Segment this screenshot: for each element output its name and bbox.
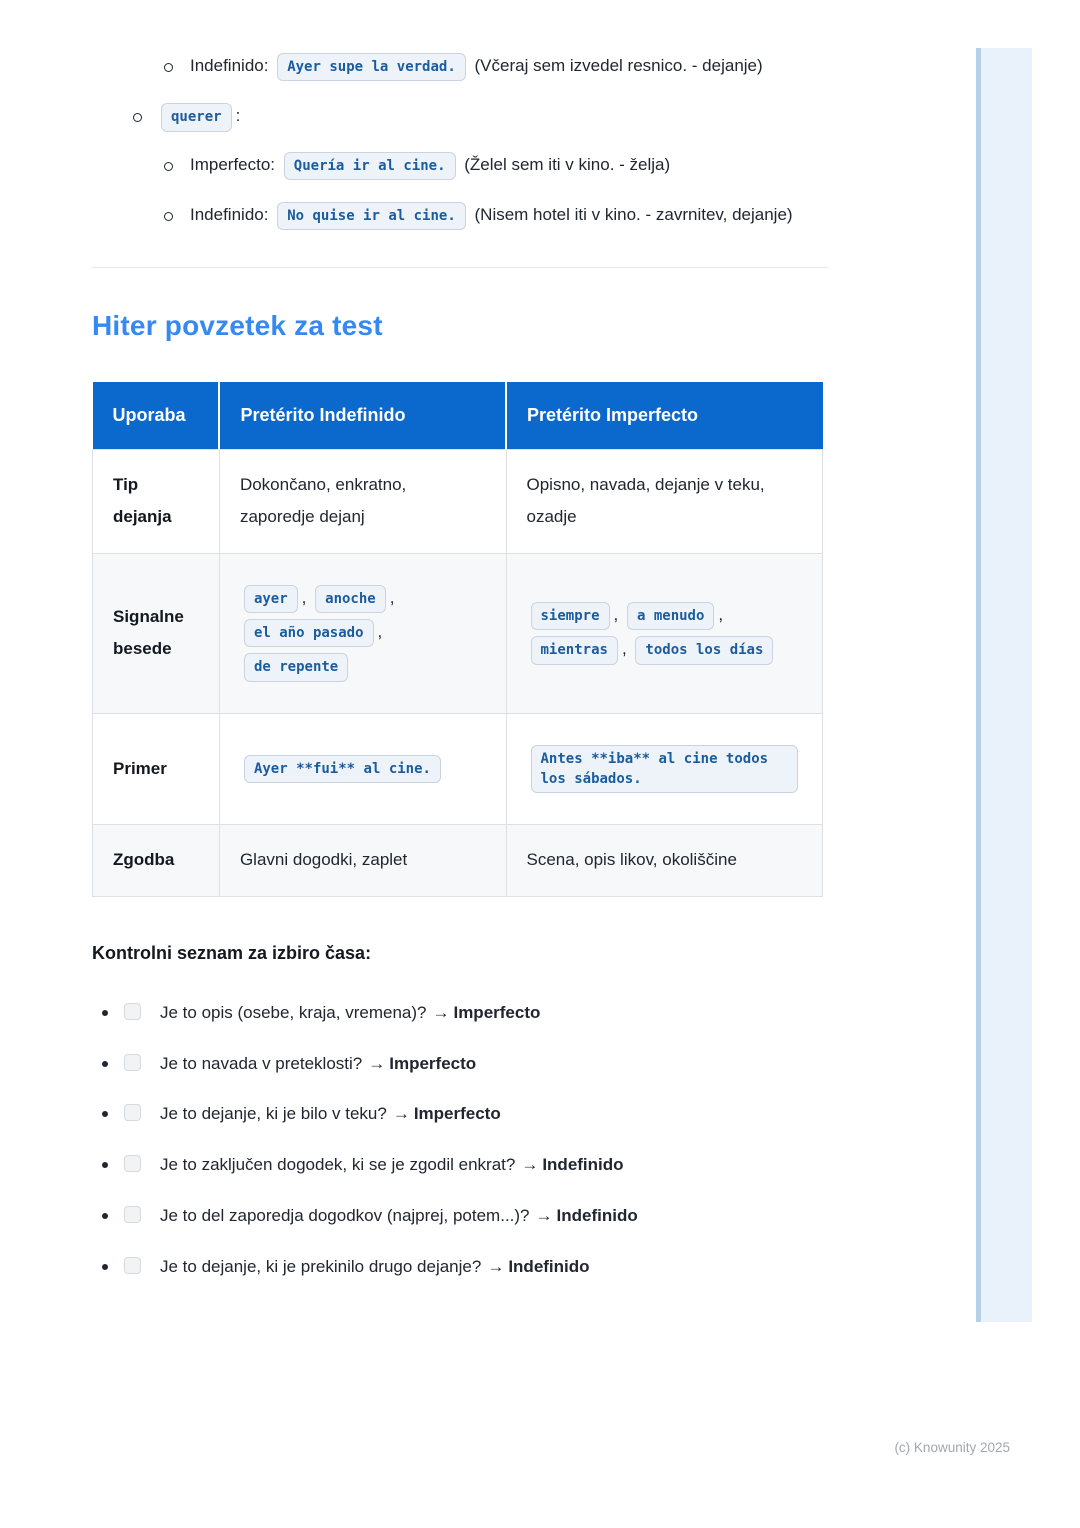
code-chip: No quise ir al cine. xyxy=(277,202,466,230)
right-page-strip xyxy=(976,48,1032,1322)
document-content xyxy=(92,0,828,1307)
separator: , xyxy=(613,604,619,624)
table-header-uporaba: Uporaba xyxy=(93,382,220,450)
checklist-answer: Imperfecto xyxy=(453,1002,541,1022)
row-label: Zgodba xyxy=(93,825,220,896)
arrow-icon: → xyxy=(432,1002,450,1022)
list-item xyxy=(190,199,828,233)
code-chip: anoche xyxy=(315,585,386,613)
table-header-imperfecto: Pretérito Imperfecto xyxy=(506,382,823,450)
code-chip: a menudo xyxy=(627,602,714,630)
arrow-icon: → xyxy=(392,1104,410,1124)
checklist-title: Kontrolni seznam za izbiro časa: xyxy=(92,942,372,963)
checklist-question: Je to opis (osebe, kraja, vremena)? xyxy=(160,1002,427,1022)
checklist-question: Je to del zaporedja dogodkov (najprej, potem...)? xyxy=(160,1206,530,1226)
table-cell xyxy=(506,553,823,713)
arrow-icon: → xyxy=(487,1257,505,1277)
code-chip: Ayer **fui** al cine. xyxy=(244,755,441,783)
code-chip: todos los días xyxy=(635,636,773,664)
table-cell: Scena, opis likov, okoliščine xyxy=(506,825,823,896)
checklist xyxy=(92,1002,828,1280)
separator: , xyxy=(621,639,627,659)
checklist-item xyxy=(92,1053,828,1076)
querer-sublist xyxy=(157,149,828,234)
item-translation: (Želel sem iti v kino. - želja) xyxy=(464,154,671,174)
code-chip: de repente xyxy=(244,653,348,681)
intro-sublist xyxy=(92,50,828,84)
checkbox[interactable] xyxy=(124,1206,141,1223)
checklist-item xyxy=(92,1154,828,1177)
checkbox[interactable] xyxy=(124,1257,141,1274)
table-row-signalne-besede xyxy=(93,553,823,713)
code-chip: ayer xyxy=(244,585,298,613)
checkbox[interactable] xyxy=(124,1155,141,1172)
checkbox[interactable] xyxy=(124,1003,141,1020)
checklist-question: Je to dejanje, ki je prekinilo drugo dejanje? xyxy=(160,1257,482,1277)
intro-list xyxy=(92,100,828,233)
item-label: Indefinido: xyxy=(190,56,269,75)
table-cell: Opisno, navada, dejanje v teku, ozadje xyxy=(506,450,823,554)
row-label: Primer xyxy=(93,713,220,825)
list-item-querer xyxy=(157,100,828,233)
item-label: Indefinido: xyxy=(190,204,269,224)
arrow-icon: → xyxy=(535,1206,553,1226)
table-cell: Dokončano, enkratno, zaporedje dejanj xyxy=(219,450,506,554)
code-chip: Antes **iba** al cine todos los sábados. xyxy=(531,745,799,794)
separator: , xyxy=(718,604,724,624)
table-cell xyxy=(219,553,506,713)
row-label: Signalne besede xyxy=(93,553,220,713)
checklist-question: Je to zaključen dogodek, ki se je zgodil enkrat? xyxy=(160,1155,516,1175)
table-row-zgodba xyxy=(93,825,823,896)
checkbox[interactable] xyxy=(124,1104,141,1121)
row-label: Tip dejanja xyxy=(93,450,220,554)
section-divider xyxy=(92,267,828,268)
colon: : xyxy=(235,106,241,126)
code-chip: Ayer supe la verdad. xyxy=(277,53,466,81)
summary-table xyxy=(92,382,823,896)
checklist-question: Je to navada v preteklosti? xyxy=(160,1053,363,1073)
separator: , xyxy=(377,622,383,642)
checklist-answer: Indefinido xyxy=(556,1206,638,1226)
checklist-item xyxy=(92,1002,828,1025)
checklist-item xyxy=(92,1205,828,1228)
table-row-primer xyxy=(93,713,823,825)
checklist-answer: Indefinido xyxy=(508,1257,590,1277)
code-chip: el año pasado xyxy=(244,619,374,647)
checkbox[interactable] xyxy=(124,1054,141,1071)
code-chip: Quería ir al cine. xyxy=(284,152,456,180)
checklist-answer: Imperfecto xyxy=(389,1053,477,1073)
table-cell xyxy=(506,713,823,825)
item-translation: (Nisem hotel iti v kino. - zavrnitev, dejanje) xyxy=(474,204,793,224)
table-row-tip-dejanja xyxy=(93,450,823,554)
table-cell xyxy=(219,713,506,825)
arrow-icon: → xyxy=(368,1053,386,1073)
separator: , xyxy=(389,587,395,607)
table-header-row xyxy=(93,382,823,450)
checklist-item xyxy=(92,1256,828,1279)
separator: , xyxy=(301,587,307,607)
checklist-answer: Imperfecto xyxy=(413,1104,501,1124)
section-title: Hiter povzetek za test xyxy=(92,310,383,342)
table-header-indefinido: Pretérito Indefinido xyxy=(219,382,506,450)
code-chip: siempre xyxy=(531,602,610,630)
checklist-answer: Indefinido xyxy=(542,1155,624,1175)
list-item xyxy=(190,149,828,183)
checklist-question: Je to dejanje, ki je bilo v teku? xyxy=(160,1104,387,1124)
list-item xyxy=(190,50,828,84)
item-translation: (Včeraj sem izvedel resnico. - dejanje) xyxy=(474,56,763,75)
footer-copyright: (c) Knowunity 2025 xyxy=(894,1440,1010,1455)
checklist-item xyxy=(92,1103,828,1126)
code-chip: mientras xyxy=(531,636,618,664)
table-cell: Glavni dogodki, zaplet xyxy=(219,825,506,896)
item-label: Imperfecto: xyxy=(190,154,276,174)
code-chip: querer xyxy=(161,103,232,131)
arrow-icon: → xyxy=(521,1155,539,1175)
